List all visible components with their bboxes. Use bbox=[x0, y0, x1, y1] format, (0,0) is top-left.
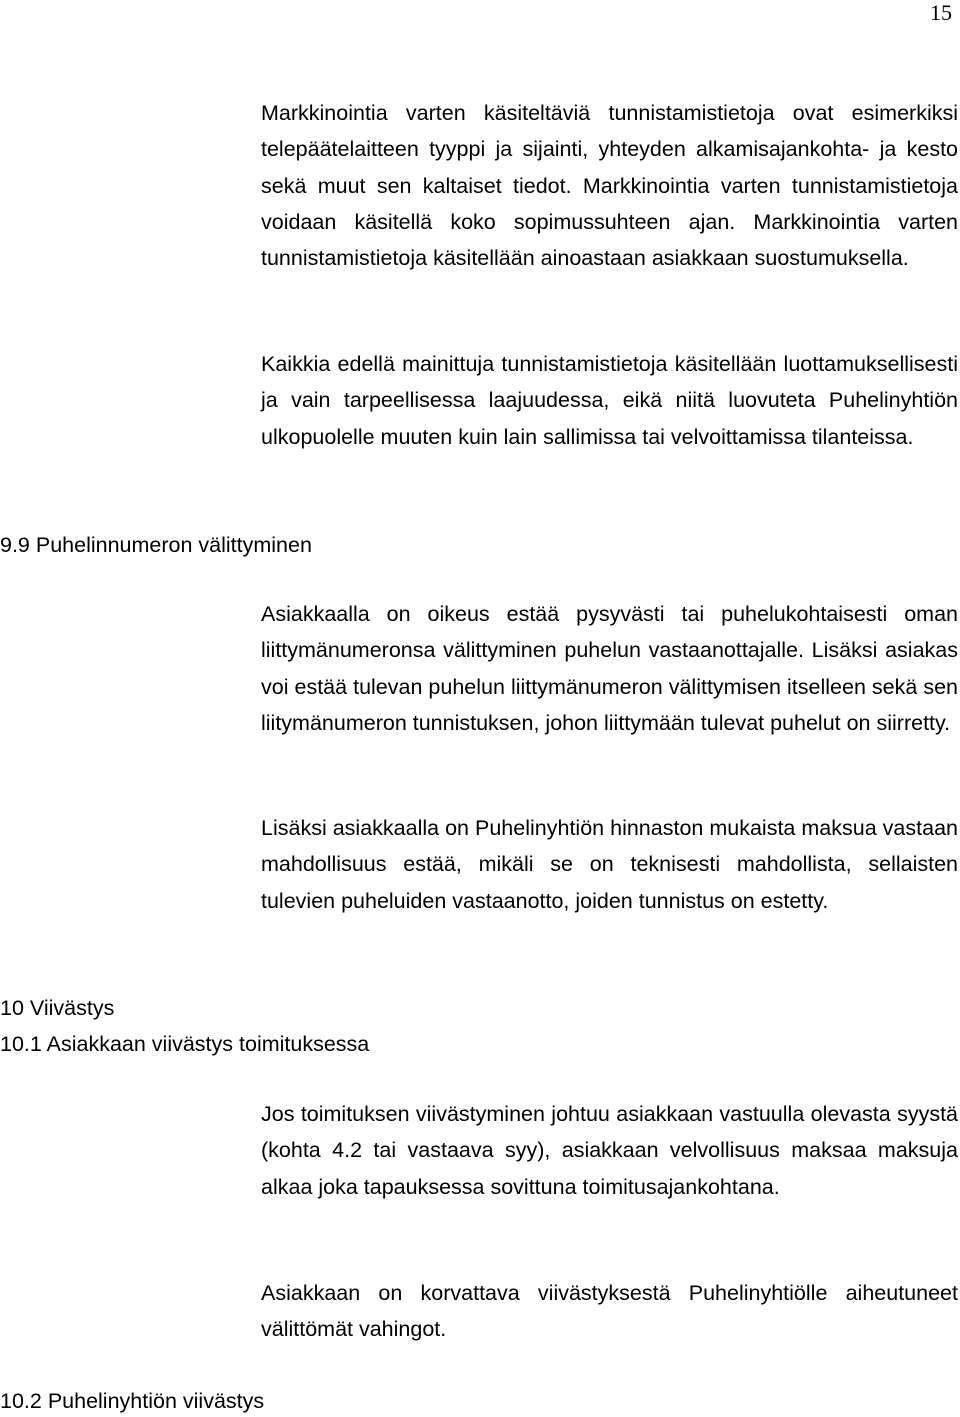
paragraph-customer-delay-payment: Jos toimituksen viivästyminen johtuu asiakkaan vastuulla olevasta syystä (kohta 4.2 tai vastaava syy), asiakkaan velvollisuus maksaa maksuja alkaa joka tapauksessa sovittuna toimitusajankohtana. bbox=[261, 1102, 958, 1199]
paragraph-incoming-call-blocking: Lisäksi asiakkaalla on Puhelinyhtiön hinnaston mukaista maksua vastaan mahdollisuus estää, mikäli se on teknisesti mahdollista, sellaisten tulevien puheluiden vastaanotto, joiden tunnistus on estetty. bbox=[261, 816, 958, 913]
paragraph-marketing-identification-data: Markkinointia varten käsiteltäviä tunnistamistietoja ovat esimerkiksi telepäätelaitteen tyyppi ja sijainti, yhteyden alkamisajankohta- ja kesto sekä muut sen kaltaiset tiedot. Markkinointia varten tunnistamistietoja voidaan käsitellä koko sopimussuhteen ajan. Markkinointia varten tunnistamistietoja käsitellään ainoastaan asiakkaan suostumuksella. bbox=[261, 101, 958, 271]
paragraph-confidential-handling: Kaikkia edellä mainittuja tunnistamistietoja käsitellään luottamuksellisesti ja vain tarpeellisessa laajuudessa, eikä niitä luovuteta Puhelinyhtiön ulkopuolelle muuten kuin lain sallimissa tai velvoittamissa tilanteissa. bbox=[261, 352, 958, 449]
paragraph-number-blocking-right: Asiakkaalla on oikeus estää pysyvästi tai puhelukohtaisesti oman liittymänumeronsa välittyminen puhelun vastaanottajalle. Lisäksi asiakas voi estää tulevan puhelun liittymänumeron välittymisen itselleen sekä sen liitymänumeron tunnistuksen, johon liittymään tulevat puhelut on siirretty. bbox=[261, 602, 958, 735]
heading-10-delay: 10 Viivästys bbox=[0, 996, 115, 1020]
heading-9-9-number-display: 9.9 Puhelinnumeron välittyminen bbox=[0, 533, 312, 557]
page-number: 15 bbox=[930, 0, 952, 25]
heading-10-2-company-delay: 10.2 Puhelinyhtiön viivästys bbox=[0, 1389, 265, 1413]
paragraph-customer-damages: Asiakkaan on korvattava viivästyksestä Puhelinyhtiölle aiheutuneet välittömät vahingot. bbox=[261, 1281, 958, 1342]
heading-10-1-customer-delay: 10.1 Asiakkaan viivästys toimituksessa bbox=[0, 1032, 370, 1056]
